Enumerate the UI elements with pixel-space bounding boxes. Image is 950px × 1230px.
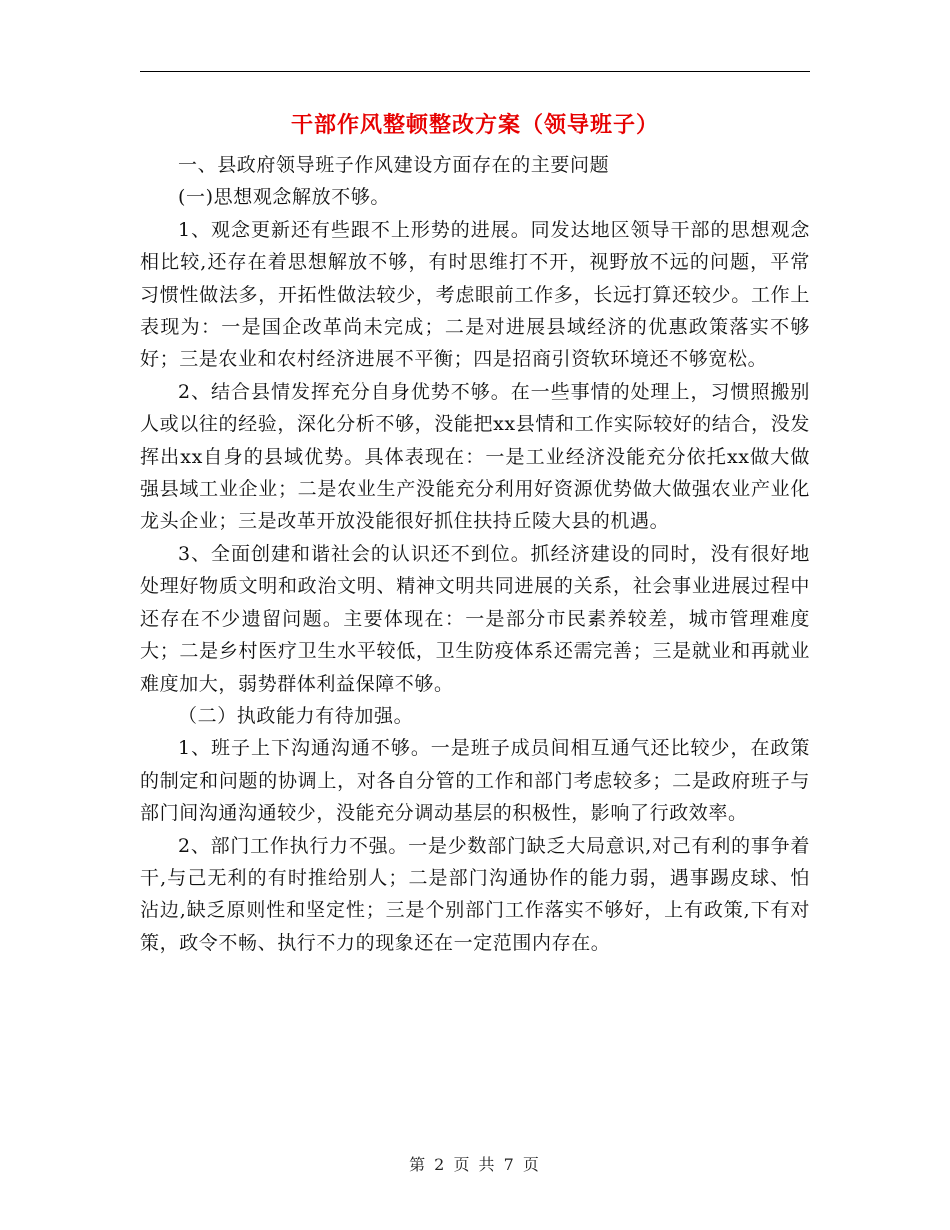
document-body (140, 149, 810, 959)
paragraph-1-2: 2、结合县情发挥充分自身优势不够。在一些事情的处理上，习惯照搬别人或以往的经验，深化分析不够，没能把xx县情和工作实际较好的结合，没发挥出xx自身的县域优势。具体表现在：一是工业经济没能充分依托xx做大做强县域工业企业；二是农业生产没能充分利用好资源优势做大做强农业产业化龙头企业；三是改革开放没能很好抓住扶持丘陵大县的机遇。 (140, 380, 810, 533)
paragraph-2-1: 1、班子上下沟通沟通不够。一是班子成员间相互通气还比较少，在政策的制定和问题的协调上，对各自分管的工作和部门考虑较多；二是政府班子与部门间沟通沟通较少，没能充分调动基层的积极性，影响了行政效率。 (140, 737, 810, 825)
paragraph-2-2: 2、部门工作执行力不强。一是少数部门缺乏大局意识,对己有利的事争着干,与己无利的有时推给别人；二是部门沟通协作的能力弱，遇事踢皮球、怕沾边,缺乏原则性和坚定性；三是个别部门工作落实不够好，上有政策,下有对策，政令不畅、执行不力的现象还在一定范围内存在。 (140, 834, 810, 954)
subsection-heading-1: (一)思想观念解放不够。 (178, 186, 391, 209)
page-number: 第 2 页 共 7 页 (409, 1155, 541, 1174)
header-rule (140, 71, 810, 72)
section-heading-1: 一、县政府领导班子作风建设方面存在的主要问题 (178, 154, 610, 176)
subsection-heading-2: （二）执政能力有待加强。 (178, 704, 414, 727)
paragraph-1-3: 3、全面创建和谐社会的认识还不到位。抓经济建设的同时，没有很好地处理好物质文明和政治文明、精神文明共同进展的关系，社会事业进展过程中还存在不少遗留问题。主要体现在：一是部分市民素养较差，城市管理难度大；二是乡村医疗卫生水平较低，卫生防疫体系还需完善；三是就业和再就业难度加大，弱势群体利益保障不够。 (140, 542, 810, 695)
paragraph-1-1: 1、观念更新还有些跟不上形势的进展。同发达地区领导干部的思想观念相比较,还存在着思想解放不够，有时思维打不开，视野放不远的问题，平常习惯性做法多，开拓性做法较少，考虑眼前工作多，长远打算还较少。工作上表现为：一是国企改革尚未完成；二是对进展县域经济的优惠政策落实不够好；三是农业和农村经济进展不平衡；四是招商引资软环境还不够宽松。 (140, 218, 810, 371)
document-title: 干部作风整顿整改方案（领导班子） (290, 113, 659, 138)
